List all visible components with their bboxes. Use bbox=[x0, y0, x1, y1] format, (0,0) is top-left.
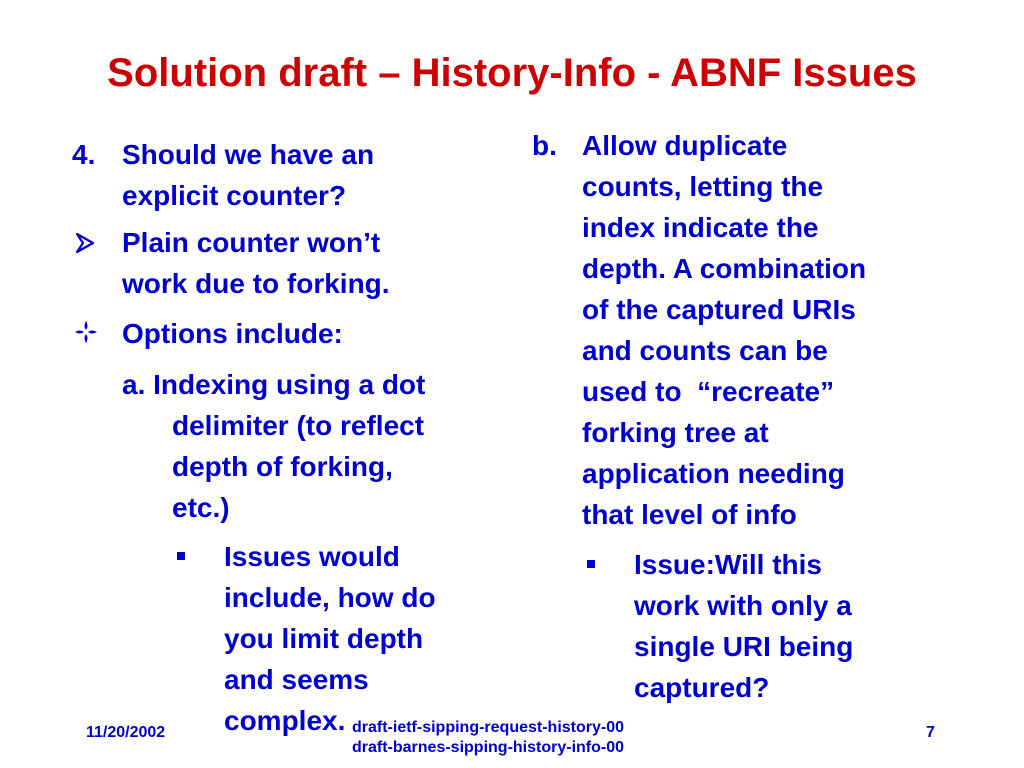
option-a-line2: delimiter (to reflect bbox=[172, 410, 425, 441]
square-bullet-icon bbox=[587, 560, 595, 568]
issue-line1: Issue:Will this bbox=[634, 549, 823, 580]
option-b-line8: forking tree at bbox=[582, 417, 769, 448]
square-bullet-icon bbox=[177, 552, 185, 560]
option-b-line9: application needing bbox=[582, 458, 845, 489]
option-b-line1: Allow duplicate bbox=[582, 130, 788, 161]
arrow-right-icon bbox=[74, 232, 96, 259]
option-b-line3: index indicate the bbox=[582, 212, 819, 243]
option-b-line2: counts, letting the bbox=[582, 171, 824, 202]
options-include: Options include: bbox=[122, 318, 343, 349]
issues-line5: complex. bbox=[224, 705, 346, 736]
option-b-line5: of the captured URIs bbox=[582, 294, 856, 325]
footer-draft-name-2: draft-barnes-sipping-history-info-00 bbox=[352, 739, 625, 756]
issues-line1: Issues would bbox=[224, 541, 400, 572]
footer-draft-name-1: draft-ietf-sipping-request-history-00 bbox=[352, 719, 625, 736]
option-a-line4: etc.) bbox=[172, 492, 230, 523]
item4-line2: explicit counter? bbox=[122, 180, 347, 211]
issues-line3: you limit depth bbox=[224, 623, 424, 654]
item4-line1: Should we have an bbox=[122, 139, 375, 170]
issue-line4: captured? bbox=[634, 672, 770, 703]
issue-line2: work with only a bbox=[634, 590, 852, 621]
option-a-line1: a. Indexing using a dot bbox=[122, 369, 426, 400]
option-a-line3: depth of forking, bbox=[172, 451, 393, 482]
diamond-fleuron-icon bbox=[74, 320, 98, 349]
item-number-marker: 4. bbox=[72, 139, 96, 170]
option-b-marker: b. bbox=[532, 130, 557, 161]
issues-line4: and seems bbox=[224, 664, 369, 695]
option-b-line10: that level of info bbox=[582, 499, 797, 530]
option-b-line7: used to “recreate” bbox=[582, 376, 835, 407]
issue-line3: single URI being bbox=[634, 631, 854, 662]
option-b-line4: depth. A combination bbox=[582, 253, 867, 284]
slide-title: Solution draft – History-Info - ABNF Issues bbox=[107, 51, 917, 95]
issues-line2: include, how do bbox=[224, 582, 436, 613]
page-number: 7 bbox=[926, 724, 935, 741]
plain-counter-line1: Plain counter won’t bbox=[122, 227, 381, 258]
footer-date: 11/20/2002 bbox=[86, 724, 166, 741]
option-b-line6: and counts can be bbox=[582, 335, 828, 366]
plain-counter-line2: work due to forking. bbox=[122, 268, 390, 299]
